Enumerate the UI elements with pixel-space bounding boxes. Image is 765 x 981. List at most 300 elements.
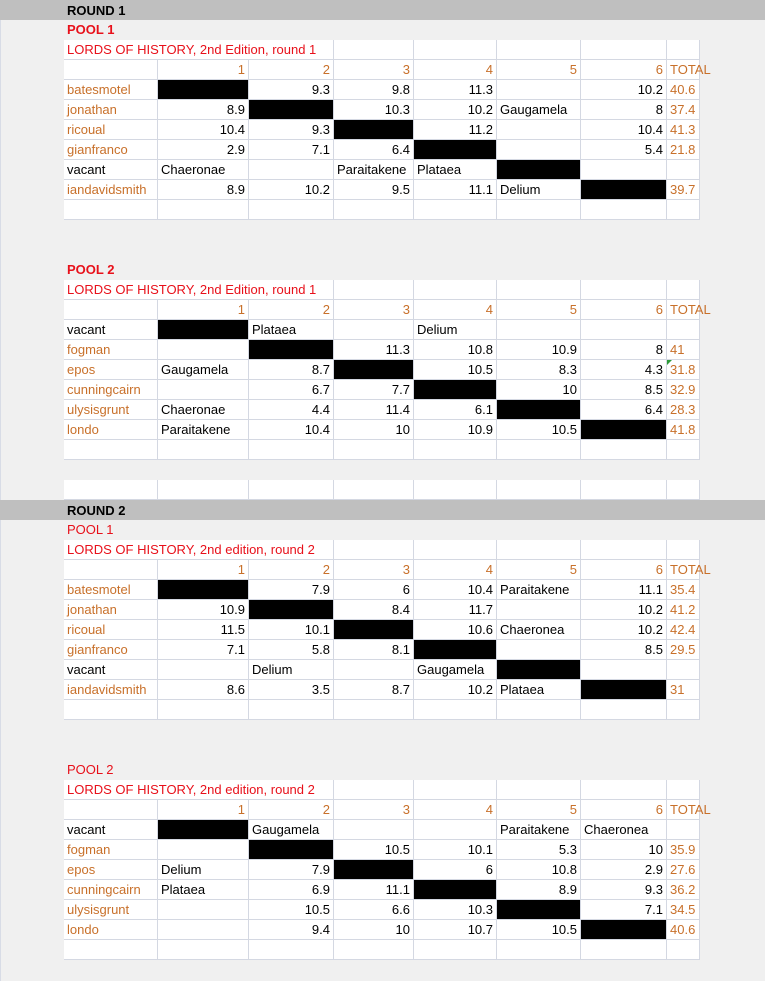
player-name[interactable]: ricoual xyxy=(64,620,158,640)
player-name[interactable]: vacant xyxy=(64,160,158,180)
score-cell[interactable]: 10.9 xyxy=(158,600,249,620)
total-cell[interactable]: 41.2 xyxy=(667,600,700,620)
score-cell[interactable]: 10.5 xyxy=(497,420,581,440)
score-cell[interactable]: 11.3 xyxy=(334,340,414,360)
table-row xyxy=(64,660,700,680)
pool-title[interactable]: LORDS OF HISTORY, 2nd edition, round 2 xyxy=(64,540,334,560)
blank-cell[interactable] xyxy=(667,700,700,720)
player-name[interactable]: londo xyxy=(64,420,158,440)
score-cell[interactable]: 8.7 xyxy=(249,360,334,380)
column-header[interactable]: 6 xyxy=(581,300,667,320)
battle-cell[interactable]: Delium xyxy=(414,320,497,340)
blank-cell[interactable] xyxy=(667,780,700,800)
battle-cell[interactable]: Chaeronae xyxy=(158,400,249,420)
score-cell[interactable]: 7.7 xyxy=(334,380,414,400)
blank-cell[interactable] xyxy=(64,60,158,80)
battle-cell[interactable] xyxy=(249,160,334,180)
blank-cell[interactable] xyxy=(497,940,581,960)
score-cell[interactable]: 5.3 xyxy=(497,840,581,860)
table-row xyxy=(64,920,700,940)
column-header[interactable]: 2 xyxy=(249,300,334,320)
blank-cell[interactable] xyxy=(414,480,497,500)
player-name[interactable]: gianfranco xyxy=(64,640,158,660)
blank-cell[interactable] xyxy=(581,700,667,720)
diagonal-blocked-cell xyxy=(414,140,497,160)
battle-cell[interactable]: Paraitakene xyxy=(497,580,581,600)
score-cell[interactable]: 10.5 xyxy=(497,920,581,940)
pool-label: POOL 1 xyxy=(67,522,114,537)
total-cell[interactable]: 41.3 xyxy=(667,120,700,140)
sheet-left-border xyxy=(0,0,1,981)
battle-cell[interactable] xyxy=(414,820,497,840)
score-cell[interactable]: 10 xyxy=(497,380,581,400)
score-cell[interactable]: 10.1 xyxy=(249,620,334,640)
table-row xyxy=(64,80,700,100)
blank-cell[interactable] xyxy=(249,700,334,720)
blank-cell[interactable] xyxy=(158,440,249,460)
battle-cell[interactable]: Paraitakene xyxy=(497,820,581,840)
blank-cell[interactable] xyxy=(64,560,158,580)
diagonal-blocked-cell xyxy=(414,880,497,900)
score-cell[interactable]: 10.9 xyxy=(414,420,497,440)
battle-cell[interactable]: Gaugamela xyxy=(249,820,334,840)
score-cell[interactable]: 11.1 xyxy=(581,580,667,600)
column-header[interactable]: 6 xyxy=(581,560,667,580)
table-row xyxy=(64,640,700,660)
blank-cell[interactable] xyxy=(414,440,497,460)
blank-cell[interactable] xyxy=(414,940,497,960)
total-cell[interactable]: 32.9 xyxy=(667,380,700,400)
table-row xyxy=(64,820,700,840)
battle-cell[interactable]: Plataea xyxy=(249,320,334,340)
score-cell[interactable]: 6.6 xyxy=(334,900,414,920)
score-cell[interactable]: 8.6 xyxy=(158,680,249,700)
score-cell[interactable]: 6.4 xyxy=(581,400,667,420)
table-row xyxy=(64,320,700,340)
battle-cell[interactable]: Plataea xyxy=(158,880,249,900)
player-name[interactable]: ulysisgrunt xyxy=(64,400,158,420)
pool-label: POOL 2 xyxy=(67,262,115,277)
score-cell[interactable]: 7.9 xyxy=(249,580,334,600)
battle-cell[interactable]: Plataea xyxy=(497,680,581,700)
blank-cell[interactable] xyxy=(497,280,581,300)
player-name[interactable]: jonathan xyxy=(64,600,158,620)
blank-cell[interactable] xyxy=(64,940,158,960)
blank-cell[interactable] xyxy=(64,440,158,460)
pool-title[interactable]: LORDS OF HISTORY, 2nd edition, round 2 xyxy=(64,780,334,800)
total-cell[interactable]: 39.7 xyxy=(667,180,700,200)
table-row xyxy=(64,140,700,160)
battle-cell[interactable]: Gaugamela xyxy=(414,660,497,680)
score-cell[interactable]: 10.6 xyxy=(414,620,497,640)
blank-cell[interactable] xyxy=(334,280,414,300)
score-cell[interactable]: 10.4 xyxy=(414,580,497,600)
player-name[interactable]: iandavidsmith xyxy=(64,180,158,200)
score-cell[interactable]: 8.5 xyxy=(581,640,667,660)
battle-cell[interactable] xyxy=(581,320,667,340)
player-name[interactable]: fogman xyxy=(64,340,158,360)
score-cell[interactable]: 7.1 xyxy=(581,900,667,920)
battle-cell[interactable]: Delium xyxy=(158,860,249,880)
total-cell[interactable]: 40.6 xyxy=(667,920,700,940)
column-header[interactable]: 3 xyxy=(334,560,414,580)
player-name[interactable]: vacant xyxy=(64,320,158,340)
score-cell[interactable]: 9.4 xyxy=(249,920,334,940)
score-cell[interactable]: 2.9 xyxy=(581,860,667,880)
blank-cell[interactable] xyxy=(249,440,334,460)
score-cell[interactable]: 8.3 xyxy=(497,360,581,380)
score-cell[interactable]: 11.5 xyxy=(158,620,249,640)
score-cell[interactable]: 8.7 xyxy=(334,680,414,700)
blank-cell[interactable] xyxy=(249,940,334,960)
battle-cell[interactable]: Plataea xyxy=(414,160,497,180)
table-row xyxy=(64,600,700,620)
score-cell[interactable]: 8.9 xyxy=(158,100,249,120)
blank-cell[interactable] xyxy=(581,940,667,960)
battle-cell[interactable] xyxy=(497,80,581,100)
table-row xyxy=(64,400,700,420)
total-cell[interactable]: 35.4 xyxy=(667,580,700,600)
blank-row xyxy=(64,940,700,960)
pool-title[interactable]: LORDS OF HISTORY, 2nd Edition, round 1 xyxy=(64,280,334,300)
battle-cell[interactable] xyxy=(497,140,581,160)
score-cell[interactable]: 10 xyxy=(581,840,667,860)
blank-cell[interactable] xyxy=(667,40,700,60)
blank-cell[interactable] xyxy=(414,780,497,800)
blank-cell[interactable] xyxy=(414,40,497,60)
total-cell[interactable]: 35.9 xyxy=(667,840,700,860)
score-cell[interactable]: 10.4 xyxy=(581,120,667,140)
score-cell[interactable]: 8 xyxy=(581,100,667,120)
player-name[interactable]: batesmotel xyxy=(64,80,158,100)
total-cell[interactable]: 29.5 xyxy=(667,640,700,660)
blank-cell[interactable] xyxy=(249,200,334,220)
score-cell[interactable]: 5.4 xyxy=(581,140,667,160)
diagonal-blocked-cell xyxy=(497,160,581,180)
blank-cell[interactable] xyxy=(334,480,414,500)
score-cell[interactable]: 10.4 xyxy=(158,120,249,140)
battle-cell[interactable] xyxy=(497,600,581,620)
table-row xyxy=(64,840,700,860)
battle-cell[interactable] xyxy=(497,640,581,660)
score-cell[interactable]: 6.7 xyxy=(249,380,334,400)
pool-title[interactable]: LORDS OF HISTORY, 2nd Edition, round 1 xyxy=(64,40,334,60)
column-header[interactable]: 2 xyxy=(249,60,334,80)
score-cell[interactable]: 11.4 xyxy=(334,400,414,420)
score-cell[interactable]: 10.2 xyxy=(414,680,497,700)
column-header[interactable]: 5 xyxy=(497,560,581,580)
player-name[interactable]: batesmotel xyxy=(64,580,158,600)
column-header[interactable]: TOTAL xyxy=(667,800,700,820)
total-cell[interactable]: 34.5 xyxy=(667,900,700,920)
score-cell[interactable]: 10.2 xyxy=(414,100,497,120)
column-header[interactable]: 5 xyxy=(497,60,581,80)
score-cell[interactable]: 3.5 xyxy=(249,680,334,700)
score-cell[interactable]: 9.3 xyxy=(249,80,334,100)
battle-cell[interactable] xyxy=(158,340,249,360)
blank-cell[interactable] xyxy=(581,200,667,220)
table-row xyxy=(64,420,700,440)
score-cell[interactable]: 10.8 xyxy=(497,860,581,880)
battle-cell[interactable] xyxy=(158,660,249,680)
blank-cell[interactable] xyxy=(667,200,700,220)
blank-cell[interactable] xyxy=(414,700,497,720)
score-cell[interactable]: 9.3 xyxy=(249,120,334,140)
battle-cell[interactable] xyxy=(158,380,249,400)
blank-cell[interactable] xyxy=(497,40,581,60)
column-header[interactable]: 1 xyxy=(158,800,249,820)
total-cell[interactable]: 21.8 xyxy=(667,140,700,160)
score-cell[interactable]: 11.1 xyxy=(334,880,414,900)
pool-label: POOL 1 xyxy=(67,22,115,37)
total-cell[interactable]: 31 xyxy=(667,680,700,700)
total-cell[interactable]: 36.2 xyxy=(667,880,700,900)
total-cell[interactable]: 40.6 xyxy=(667,80,700,100)
total-cell[interactable]: 41 xyxy=(667,340,700,360)
blank-cell[interactable] xyxy=(64,300,158,320)
blank-cell[interactable] xyxy=(581,280,667,300)
battle-cell[interactable]: Paraitakene xyxy=(334,160,414,180)
score-cell[interactable]: 10.5 xyxy=(334,840,414,860)
player-name[interactable]: epos xyxy=(64,860,158,880)
score-cell[interactable]: 10.3 xyxy=(334,100,414,120)
blank-cell[interactable] xyxy=(414,200,497,220)
blank-cell[interactable] xyxy=(64,200,158,220)
score-cell[interactable]: 7.1 xyxy=(249,140,334,160)
player-name[interactable]: vacant xyxy=(64,820,158,840)
blank-cell[interactable] xyxy=(158,700,249,720)
battle-cell[interactable]: Delium xyxy=(249,660,334,680)
blank-cell[interactable] xyxy=(414,280,497,300)
score-cell[interactable]: 6 xyxy=(334,580,414,600)
score-cell[interactable]: 9.3 xyxy=(581,880,667,900)
score-cell[interactable]: 4.3 xyxy=(581,360,667,380)
score-cell[interactable]: 11.3 xyxy=(414,80,497,100)
score-cell[interactable]: 10.2 xyxy=(581,80,667,100)
blank-cell[interactable] xyxy=(249,480,334,500)
battle-cell[interactable] xyxy=(497,120,581,140)
blank-cell[interactable] xyxy=(581,480,667,500)
battle-cell[interactable] xyxy=(581,660,667,680)
round-label: ROUND 2 xyxy=(67,503,126,518)
total-cell[interactable]: 41.8 xyxy=(667,420,700,440)
pool-label: POOL 2 xyxy=(67,762,114,777)
score-cell[interactable]: 7.1 xyxy=(158,640,249,660)
score-cell[interactable]: 6.4 xyxy=(334,140,414,160)
diagonal-blocked-cell xyxy=(158,320,249,340)
score-cell[interactable]: 9.8 xyxy=(334,80,414,100)
battle-cell[interactable] xyxy=(158,920,249,940)
score-cell[interactable]: 5.8 xyxy=(249,640,334,660)
player-name[interactable]: epos xyxy=(64,360,158,380)
score-cell[interactable]: 10.7 xyxy=(414,920,497,940)
battle-cell[interactable] xyxy=(581,160,667,180)
column-header[interactable]: 2 xyxy=(249,800,334,820)
blank-cell[interactable] xyxy=(334,780,414,800)
table-row xyxy=(64,340,700,360)
score-cell[interactable]: 4.4 xyxy=(249,400,334,420)
column-header[interactable]: 2 xyxy=(249,560,334,580)
blank-cell[interactable] xyxy=(334,40,414,60)
player-name[interactable]: fogman xyxy=(64,840,158,860)
blank-cell[interactable] xyxy=(581,440,667,460)
title-row xyxy=(64,40,700,60)
total-cell[interactable] xyxy=(667,660,700,680)
player-name[interactable]: ulysisgrunt xyxy=(64,900,158,920)
score-cell[interactable]: 10.9 xyxy=(497,340,581,360)
total-cell[interactable] xyxy=(667,320,700,340)
blank-cell[interactable] xyxy=(497,540,581,560)
total-cell[interactable]: 37.4 xyxy=(667,100,700,120)
blank-cell[interactable] xyxy=(581,780,667,800)
column-header[interactable]: 3 xyxy=(334,300,414,320)
column-header[interactable]: 6 xyxy=(581,60,667,80)
diagonal-blocked-cell xyxy=(581,180,667,200)
blank-cell[interactable] xyxy=(667,480,700,500)
total-cell[interactable]: 28.3 xyxy=(667,400,700,420)
round1-pool2-table xyxy=(64,260,711,460)
column-header[interactable]: 4 xyxy=(414,60,497,80)
blank-cell[interactable] xyxy=(64,700,158,720)
battle-cell[interactable] xyxy=(334,320,414,340)
total-cell[interactable] xyxy=(667,160,700,180)
header-row xyxy=(64,300,711,320)
blank-cell[interactable] xyxy=(158,940,249,960)
blank-cell[interactable] xyxy=(667,940,700,960)
column-header[interactable]: 3 xyxy=(334,800,414,820)
column-header[interactable]: 1 xyxy=(158,300,249,320)
blank-cell[interactable] xyxy=(497,700,581,720)
column-header[interactable]: 3 xyxy=(334,60,414,80)
score-cell[interactable]: 11.7 xyxy=(414,600,497,620)
column-header[interactable]: 1 xyxy=(158,60,249,80)
score-cell[interactable]: 10.5 xyxy=(414,360,497,380)
score-cell[interactable]: 10.2 xyxy=(581,600,667,620)
blank-cell[interactable] xyxy=(497,200,581,220)
blank-cell[interactable] xyxy=(581,40,667,60)
score-cell[interactable]: 8.9 xyxy=(497,880,581,900)
score-cell[interactable]: 8.1 xyxy=(334,640,414,660)
total-cell[interactable]: 31.8 xyxy=(667,360,700,380)
blank-cell[interactable] xyxy=(334,440,414,460)
score-cell[interactable]: 8.5 xyxy=(581,380,667,400)
score-cell[interactable]: 8.9 xyxy=(158,180,249,200)
header-row xyxy=(64,60,711,80)
score-cell[interactable]: 9.5 xyxy=(334,180,414,200)
score-cell[interactable]: 7.9 xyxy=(249,860,334,880)
player-name[interactable]: cunningcairn xyxy=(64,880,158,900)
column-header[interactable]: 4 xyxy=(414,560,497,580)
score-cell[interactable]: 10 xyxy=(334,920,414,940)
blank-cell[interactable] xyxy=(64,480,158,500)
blank-cell[interactable] xyxy=(414,540,497,560)
score-cell[interactable]: 8.4 xyxy=(334,600,414,620)
player-name[interactable]: londo xyxy=(64,920,158,940)
header-row xyxy=(64,800,711,820)
blank-cell[interactable] xyxy=(667,440,700,460)
blank-cell[interactable] xyxy=(497,480,581,500)
battle-cell[interactable] xyxy=(158,900,249,920)
player-name[interactable]: gianfranco xyxy=(64,140,158,160)
blank-cell[interactable] xyxy=(581,540,667,560)
blank-row xyxy=(64,440,700,460)
player-name[interactable]: vacant xyxy=(64,660,158,680)
score-cell[interactable]: 10 xyxy=(334,420,414,440)
total-cell[interactable]: 42.4 xyxy=(667,620,700,640)
player-name[interactable]: jonathan xyxy=(64,100,158,120)
blank-cell[interactable] xyxy=(497,780,581,800)
round-header xyxy=(0,500,765,520)
battle-cell[interactable] xyxy=(497,320,581,340)
score-cell[interactable]: 6 xyxy=(414,860,497,880)
score-cell[interactable]: 10.3 xyxy=(414,900,497,920)
score-cell[interactable]: 8 xyxy=(581,340,667,360)
blank-cell[interactable] xyxy=(667,280,700,300)
diagonal-blocked-cell xyxy=(414,380,497,400)
score-cell[interactable]: 11.2 xyxy=(414,120,497,140)
blank-cell[interactable] xyxy=(334,540,414,560)
score-cell[interactable]: 11.1 xyxy=(414,180,497,200)
score-cell[interactable]: 10.8 xyxy=(414,340,497,360)
score-cell[interactable]: 10.5 xyxy=(249,900,334,920)
battle-cell[interactable] xyxy=(334,820,414,840)
column-header[interactable]: 6 xyxy=(581,800,667,820)
diagonal-blocked-cell xyxy=(249,340,334,360)
column-header[interactable]: 5 xyxy=(497,800,581,820)
blank-cell[interactable] xyxy=(334,700,414,720)
score-cell[interactable]: 6.9 xyxy=(249,880,334,900)
battle-cell[interactable]: Chaeronae xyxy=(158,160,249,180)
blank-cell[interactable] xyxy=(334,940,414,960)
score-cell[interactable]: 2.9 xyxy=(158,140,249,160)
player-name[interactable]: cunningcairn xyxy=(64,380,158,400)
column-header[interactable]: TOTAL xyxy=(667,300,700,320)
column-header[interactable]: 4 xyxy=(414,300,497,320)
diagonal-blocked-cell xyxy=(334,360,414,380)
score-cell[interactable]: 10.4 xyxy=(249,420,334,440)
total-cell[interactable] xyxy=(667,820,700,840)
column-header[interactable]: TOTAL xyxy=(667,60,700,80)
column-header[interactable]: 5 xyxy=(497,300,581,320)
battle-cell[interactable]: Chaeronea xyxy=(581,820,667,840)
total-cell[interactable]: 27.6 xyxy=(667,860,700,880)
battle-cell[interactable] xyxy=(158,840,249,860)
player-name[interactable]: iandavidsmith xyxy=(64,680,158,700)
blank-cell[interactable] xyxy=(667,540,700,560)
column-header[interactable]: 1 xyxy=(158,560,249,580)
score-cell[interactable]: 10.2 xyxy=(581,620,667,640)
battle-cell[interactable]: Gaugamela xyxy=(158,360,249,380)
score-cell[interactable]: 10.1 xyxy=(414,840,497,860)
table-row xyxy=(64,680,700,700)
blank-cell[interactable] xyxy=(158,200,249,220)
battle-cell[interactable]: Chaeronea xyxy=(497,620,581,640)
blank-cell[interactable] xyxy=(64,800,158,820)
score-cell[interactable]: 6.1 xyxy=(414,400,497,420)
player-name[interactable]: ricoual xyxy=(64,120,158,140)
battle-cell[interactable]: Gaugamela xyxy=(497,100,581,120)
header-row xyxy=(64,560,711,580)
blank-cell[interactable] xyxy=(497,440,581,460)
column-header[interactable]: TOTAL xyxy=(667,560,700,580)
battle-cell[interactable]: Delium xyxy=(497,180,581,200)
score-cell[interactable]: 10.2 xyxy=(249,180,334,200)
column-header[interactable]: 4 xyxy=(414,800,497,820)
battle-cell[interactable] xyxy=(334,660,414,680)
blank-cell[interactable] xyxy=(334,200,414,220)
blank-cell[interactable] xyxy=(158,480,249,500)
battle-cell[interactable]: Paraitakene xyxy=(158,420,249,440)
